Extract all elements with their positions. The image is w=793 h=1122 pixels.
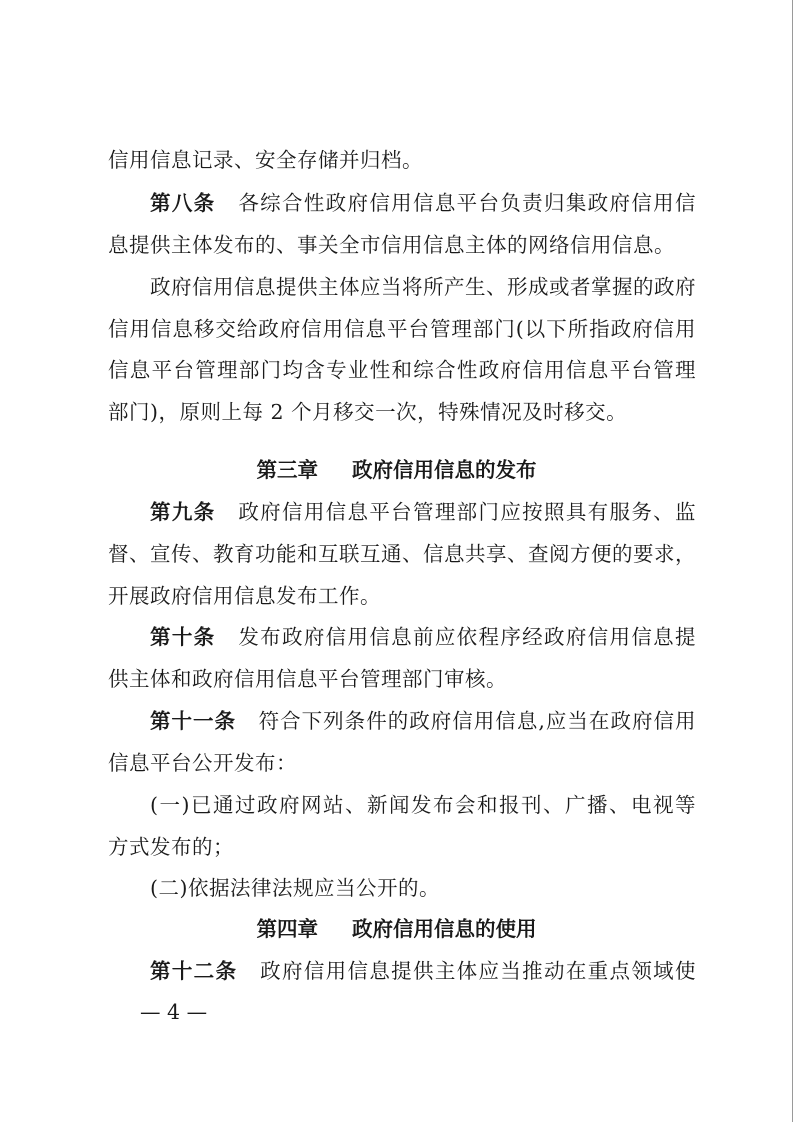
article-10-label: 第十条: [150, 625, 216, 649]
article-11-label: 第十一条: [150, 709, 237, 733]
text-line: 发布政府信用信息前应依程序经政府信用信息提: [237, 625, 696, 649]
paragraph-line: [108, 355, 696, 385]
text-line: 信息平台公开发布：: [108, 751, 297, 775]
article-12-label: 第十二条: [150, 959, 238, 983]
text-line: (二)依据法律法规应当公开的。: [150, 876, 440, 900]
text-line: 信用信息记录、安全存储并归档。: [108, 148, 423, 172]
article-8-line-2: [108, 230, 696, 260]
text-line: 符合下列条件的政府信用信息,应当在政府信用: [258, 709, 697, 733]
list-item-2: [150, 873, 696, 903]
article-11-line-2: [108, 748, 696, 778]
paragraph-line: [108, 314, 696, 344]
article-9-line-1: [150, 497, 696, 527]
chapter-title: 政府信用信息的发布: [352, 458, 537, 482]
chapter-title: 政府信用信息的使用: [352, 917, 537, 941]
article-9-line-3: [108, 581, 696, 611]
paragraph-line: [150, 272, 696, 302]
list-item-1-line-2: [108, 832, 696, 862]
paragraph-line: [108, 145, 696, 175]
chapter-number: 第三章: [256, 458, 318, 482]
chapter-4-heading: [0, 914, 793, 944]
text-line: 信用信息移交给政府信用信息平台管理部门(以下所指政府信用: [108, 317, 696, 341]
paragraph-line: [108, 397, 696, 427]
text-line: 开展政府信用信息发布工作。: [108, 584, 381, 608]
text-line: 供主体和政府信用信息平台管理部门审核。: [108, 667, 507, 691]
text-line: 各综合性政府信用信息平台负责归集政府信用信: [237, 191, 696, 215]
article-10-line-1: [150, 622, 696, 652]
chapter-3-heading: [0, 455, 793, 485]
page-number: — 4 —: [140, 1000, 208, 1024]
text-line: 督、宣传、教育功能和互联互通、信息共享、查阅方便的要求，: [108, 542, 696, 566]
text-line: (一)已通过政府网站、新闻发布会和报刊、广播、电视等: [150, 793, 696, 817]
article-8-line-1: [150, 188, 696, 218]
text-line: 部门)，原则上每 2 个月移交一次，特殊情况及时移交。: [108, 400, 628, 424]
text-line: 政府信用信息提供主体应当将所产生、形成或者掌握的政府: [150, 275, 696, 299]
list-item-1-line-1: [150, 790, 696, 820]
text-line: 信息平台管理部门均含专业性和综合性政府信用信息平台管理: [108, 358, 696, 382]
text-line: 方式发布的；: [108, 835, 234, 859]
article-11-line-1: [150, 706, 696, 736]
article-12-line-1: [150, 956, 696, 986]
article-9-label: 第九条: [150, 500, 216, 524]
article-9-line-2: [108, 539, 696, 569]
article-10-line-2: [108, 664, 696, 694]
text-line: 息提供主体发布的、事关全市信用信息主体的网络信用信息。: [108, 233, 675, 257]
article-8-label: 第八条: [150, 191, 216, 215]
text-line: 政府信用信息平台管理部门应按照具有服务、监: [237, 500, 696, 524]
chapter-number: 第四章: [256, 917, 318, 941]
text-line: 政府信用信息提供主体应当推动在重点领域使: [259, 959, 697, 983]
